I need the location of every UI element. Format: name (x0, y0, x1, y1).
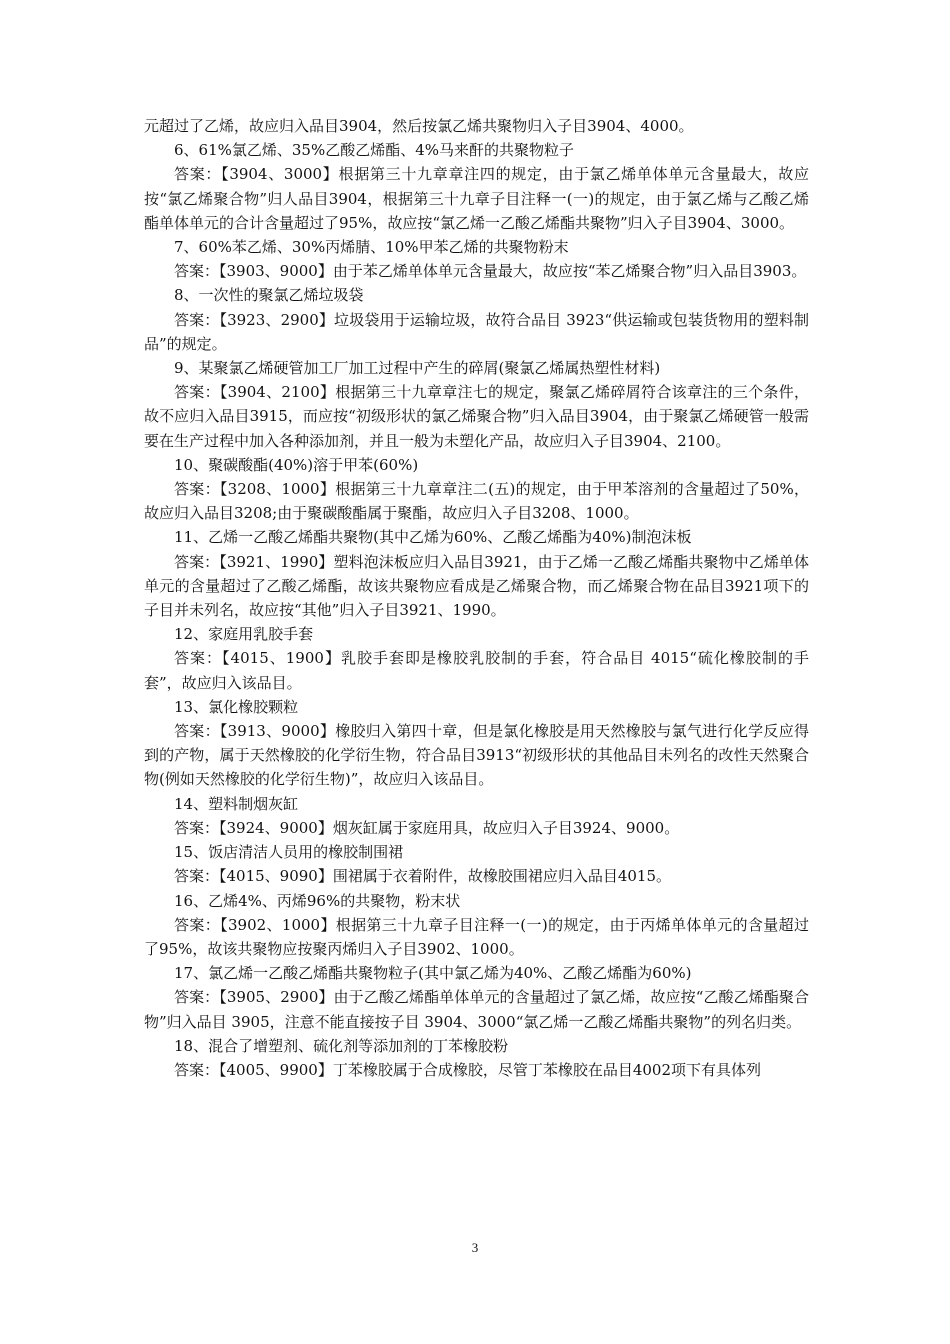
question-item: 17、氯乙烯一乙酸乙烯酯共聚物粒子(其中氯乙烯为40%、乙酸乙烯酯为60%) (174, 964, 692, 983)
answer-item: 答案：【3903、9000】由于苯乙烯单体单元含量最大，故应按“苯乙烯聚合物”归入品目3903。 (174, 262, 807, 281)
question-item: 7、60%苯乙烯、30%丙烯腈、10%甲苯乙烯的共聚物粉末 (174, 238, 569, 257)
answer-item: 答案：【3924、9000】烟灰缸属于家庭用具，故应归入子目3924、9000。 (174, 818, 680, 837)
answer-item: 答案：【4015、9090】围裙属于衣着附件，故橡胶围裙应归入品目4015。 (174, 867, 672, 886)
question-item: 9、某聚氯乙烯硬管加工厂加工过程中产生的碎屑(聚氯乙烯属热塑性材料) (174, 359, 661, 378)
question-item: 18、混合了增塑剂、硫化剂等添加剂的丁苯橡胶粉 (174, 1036, 509, 1055)
question-item: 14、塑料制烟灰缸 (174, 794, 299, 813)
answer-item: 答案：【3208、1000】根据第三十九章章注二(五)的规定，由于甲苯溶剂的含量超过了50%，故应归入品目3208;由于聚碳酸酯属于聚酯，故应归入子目3208、1000。 (144, 480, 809, 523)
question-item: 11、乙烯一乙酸乙烯酯共聚物(其中乙烯为60%、乙酸乙烯酯为40%)制泡沫板 (174, 528, 692, 547)
answer-item: 答案：【4015、1900】乳胶手套即是橡胶乳胶制的手套，符合品目 4015“硫化橡胶制的手套”，故应归入该品目。 (144, 649, 809, 692)
answer-item: 答案：【4005、9900】丁苯橡胶属于合成橡胶，尽管丁苯橡胶在品目4002项下有具体列 (174, 1060, 762, 1079)
page-number: 3 (471, 1240, 479, 1255)
question-item: 8、一次性的聚氯乙烯垃圾袋 (174, 286, 364, 305)
question-item: 10、聚碳酸酯(40%)溶于甲苯(60%) (174, 455, 419, 474)
answer-item: 答案：【3921、1990】塑料泡沫板应归入品目3921，由于乙烯一乙酸乙烯酯共聚物中乙烯单体单元的含量超过了乙酸乙烯酯，故该共聚物应看成是乙烯聚合物，而乙烯聚合物在品目3921项下的子目并未列名，故应按“其他”归入子目3921、1990。 (144, 552, 809, 620)
question-item: 16、乙烯4%、丙烯96%的共聚物，粉末状 (174, 891, 461, 910)
answer-item: 答案：【3905、2900】由于乙酸乙烯酯单体单元的含量超过了氯乙烯，故应按“乙酸乙烯酯聚合物”归入品目 3905，注意不能直接按子目 3904、3000“氯乙烯一乙酸乙烯酯共聚物”的列名归类。 (144, 988, 809, 1031)
question-item: 6、61%氯乙烯、35%乙酸乙烯酯、4%马来酐的共聚物粒子 (174, 141, 575, 160)
answer-item: 答案：【3904、3000】根据第三十九章章注四的规定，由于氯乙烯单体单元含量最大，故应按“氯乙烯聚合物”归人品目3904，根据第三十九章子目注释一(一)的规定，由于氯乙烯与乙酸乙烯酯单体单元的合计含量超过了95%，故应按“氯乙烯一乙酸乙烯酯共聚物”归入子目3904、3000。 (144, 165, 809, 232)
question-item: 13、氯化橡胶颗粒 (174, 697, 299, 716)
question-item: 12、家庭用乳胶手套 (174, 625, 314, 644)
document-body (144, 114, 809, 1082)
question-item: 15、饭店清洁人员用的橡胶制围裙 (174, 843, 404, 862)
answer-item: 答案：【3904、2100】根据第三十九章章注七的规定，聚氯乙烯碎屑符合该章注的三个条件，故不应归入品目3915，而应按“初级形状的氯乙烯聚合物”归入品目3904，由于聚氯乙烯硬管一般需要在生产过程中加入各种添加剂，并且一般为未塑化产品，故应归入子目3904、2100。 (144, 383, 809, 450)
paragraph: 元超过了乙烯，故应归入品目3904，然后按氯乙烯共聚物归入子目3904、4000。 (144, 117, 694, 135)
answer-item: 答案：【3902、1000】根据第三十九章子目注释一(一)的规定，由于丙烯单体单元的含量超过了95%，故该共聚物应按聚丙烯归入子目3902、1000。 (144, 915, 809, 958)
answer-item: 答案：【3923、2900】垃圾袋用于运输垃圾，故符合品目 3923“供运输或包装货物用的塑料制品”的规定。 (144, 310, 809, 353)
answer-item: 答案：【3913、9000】橡胶归入第四十章，但是氯化橡胶是用天然橡胶与氯气进行化学反应得到的产物，属于天然橡胶的化学衍生物，符合品目3913“初级形状的其他品目未列名的改性天然聚合物(例如天然橡胶的化学衍生物)”，故应归入该品目。 (144, 722, 809, 789)
